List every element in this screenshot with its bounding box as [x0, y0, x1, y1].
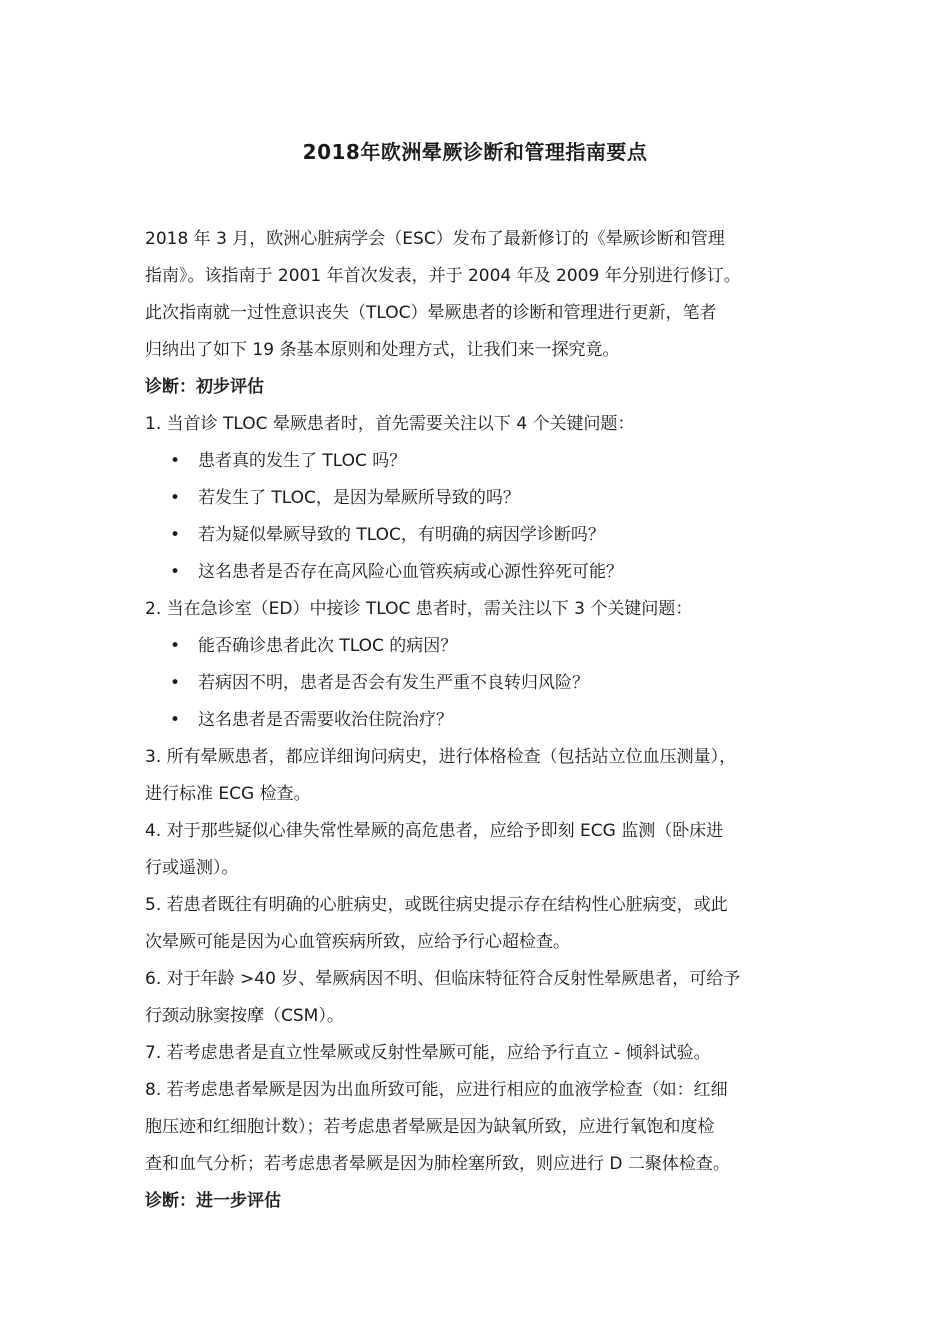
bullet-item [145, 628, 817, 665]
bullet-dot-icon: • [170, 451, 181, 471]
intro-paragraph [145, 221, 817, 369]
bullet-dot-icon: • [170, 710, 181, 730]
intro-line: 指南》。该指南于 2001 年首次发表，并于 2004 年及 2009 年分别进行修订。 [145, 266, 741, 286]
intro-line: 2018 年 3 月，欧洲心脏病学会（ESC）发布了最新修订的《晕厥诊断和管理 [145, 229, 725, 249]
bullet-dot-icon: • [170, 562, 181, 582]
bullet-text: 若发生了 TLOC，是因为晕厥所导致的吗？ [198, 488, 520, 508]
guideline-item-5 [145, 887, 817, 961]
item-2-bullet-list [145, 628, 817, 739]
item-line: 5. 若患者既往有明确的心脏病史，或既往病史提示存在结构性心脏病变，或此 [145, 895, 728, 915]
bullet-item [145, 517, 817, 554]
guideline-item-8 [145, 1072, 817, 1183]
intro-line: 归纳出了如下 19 条基本原则和处理方式，让我们来一探究竟。 [145, 340, 620, 360]
bullet-text: 这名患者是否存在高风险心血管疾病或心源性猝死可能？ [198, 562, 623, 582]
guideline-item-1: 1. 当首诊 TLOC 晕厥患者时，首先需要关注以下 4 个关键问题： [145, 414, 635, 434]
item-line: 胞压迹和红细胞计数）；若考虑患者晕厥是因为缺氧所致，应进行氧饱和度检 [145, 1117, 715, 1137]
bullet-text: 若病因不明，患者是否会有发生严重不良转归风险？ [198, 673, 589, 693]
document-title: 2018年欧洲晕厥诊断和管理指南要点 [302, 140, 648, 164]
bullet-text: 能否确诊患者此次 TLOC 的病因？ [198, 636, 458, 656]
bullet-item [145, 702, 817, 739]
section-heading-initial-assessment: 诊断：初步评估 [145, 377, 264, 397]
guideline-item-6 [145, 961, 817, 1035]
bullet-item [145, 665, 817, 702]
item-line: 4. 对于那些疑似心律失常性晕厥的高危患者，应给予即刻 ECG 监测（卧床进 [145, 821, 724, 841]
bullet-text: 若为疑似晕厥导致的 TLOC，有明确的病因学诊断吗？ [198, 525, 605, 545]
item-line: 6. 对于年龄 >40 岁、晕厥病因不明、但临床特征符合反射性晕厥患者，可给予 [145, 969, 741, 989]
section-heading-further-assessment: 诊断：进一步评估 [145, 1191, 281, 1211]
guideline-item-2: 2. 当在急诊室（ED）中接诊 TLOC 患者时，需关注以下 3 个关键问题： [145, 599, 693, 619]
item-line: 查和血气分析；若考虑患者晕厥是因为肺栓塞所致，则应进行 D 二聚体检查。 [145, 1154, 730, 1174]
bullet-dot-icon: • [170, 636, 181, 656]
item-line: 次晕厥可能是因为心血管疾病所致，应给予行心超检查。 [145, 932, 570, 952]
document-body [145, 221, 817, 1220]
intro-line: 此次指南就一过性意识丧失（TLOC）晕厥患者的诊断和管理进行更新，笔者 [145, 303, 717, 323]
bullet-dot-icon: • [170, 488, 181, 508]
guideline-item-4 [145, 813, 817, 887]
guideline-item-3 [145, 739, 817, 813]
item-line: 8. 若考虑患者晕厥是因为出血所致可能，应进行相应的血液学检查（如：红细 [145, 1080, 728, 1100]
item-line: 行颈动脉窦按摩（CSM）。 [145, 1006, 344, 1026]
bullet-item [145, 480, 817, 517]
item-line: 进行标准 ECG 检查。 [145, 784, 311, 804]
guideline-item-7: 7. 若考虑患者是直立性晕厥或反射性晕厥可能，应给予行直立 - 倾斜试验。 [145, 1043, 711, 1063]
bullet-dot-icon: • [170, 673, 181, 693]
bullet-text: 这名患者是否需要收治住院治疗？ [198, 710, 453, 730]
bullet-dot-icon: • [170, 525, 181, 545]
item-1-bullet-list [145, 443, 817, 591]
item-line: 行或遥测）。 [145, 858, 239, 878]
bullet-text: 患者真的发生了 TLOC 吗？ [198, 451, 407, 471]
item-line: 3. 所有晕厥患者，都应详细询问病史，进行体格检查（包括站立位血压测量）， [145, 747, 737, 767]
bullet-item [145, 443, 817, 480]
bullet-item [145, 554, 817, 591]
